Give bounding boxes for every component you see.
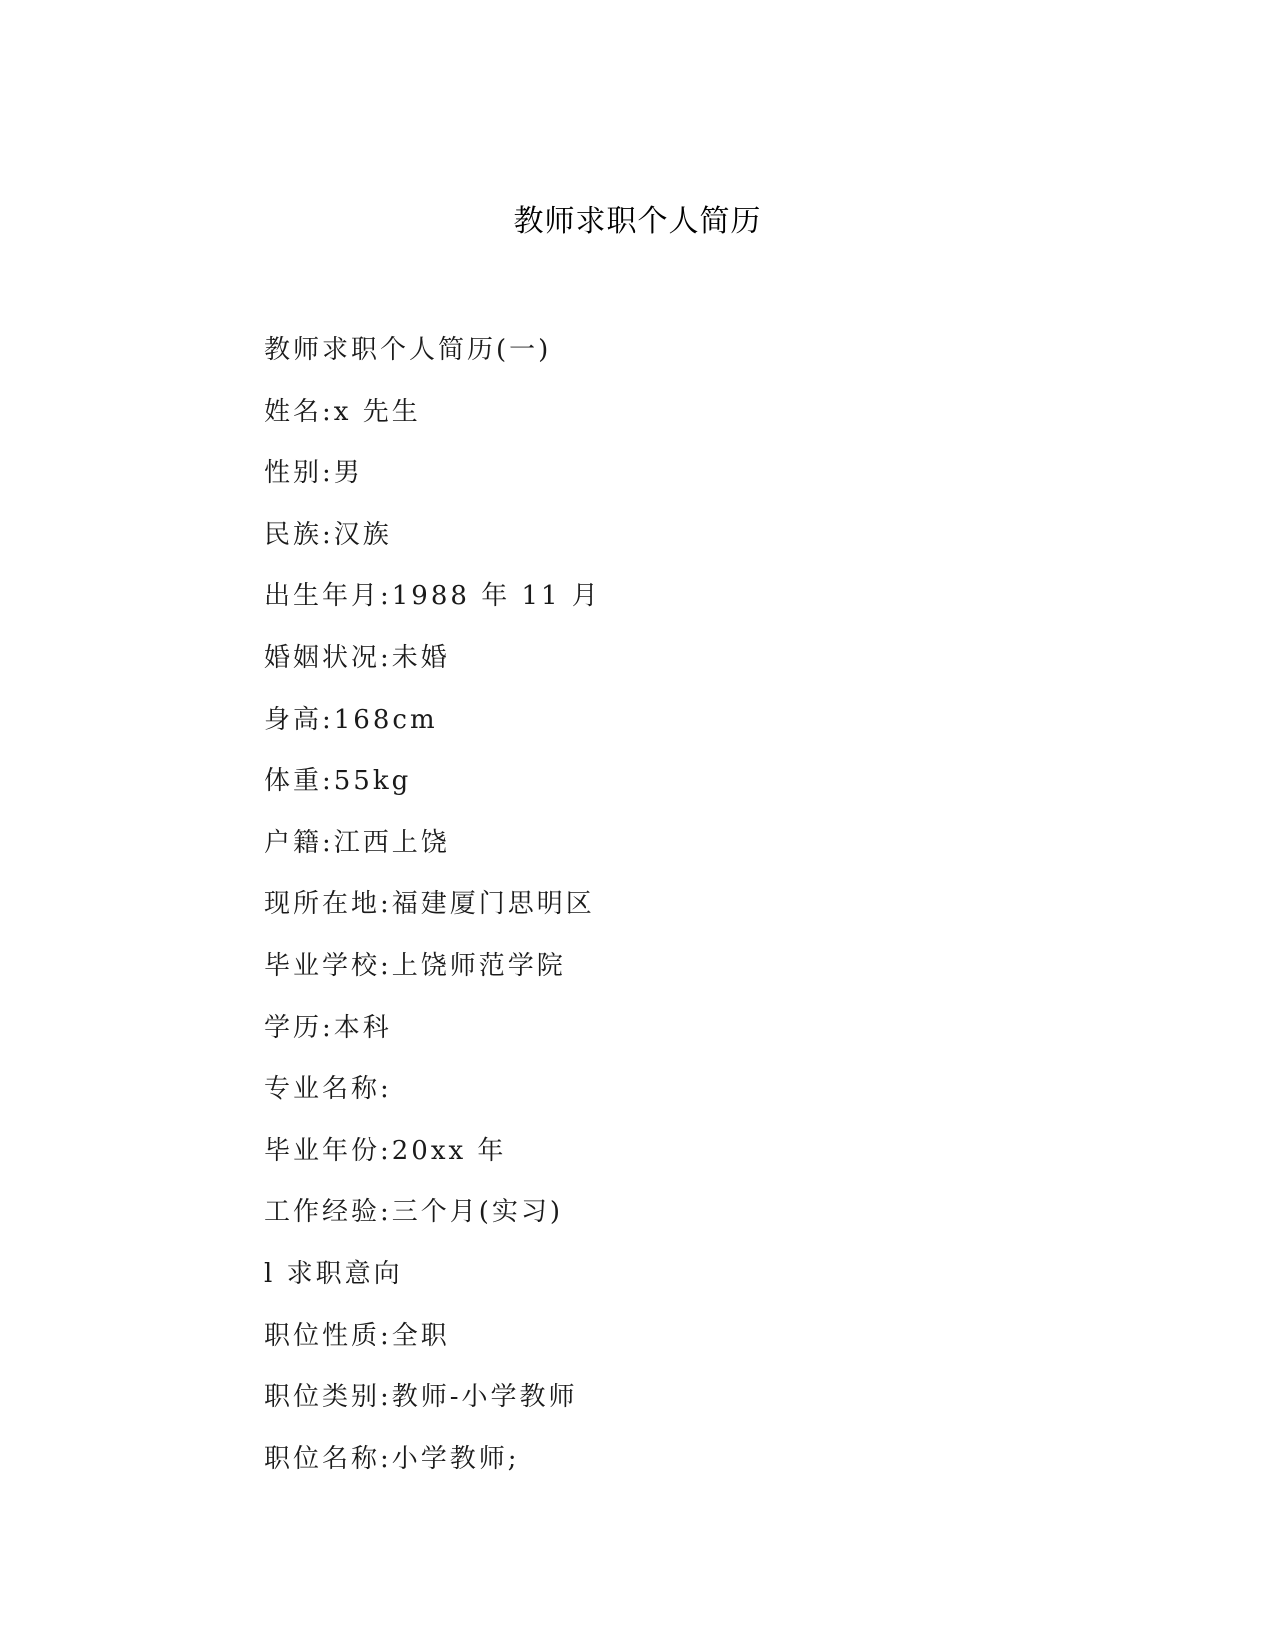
field-birth-date: 出生年月:1988 年 11 月 xyxy=(264,581,601,612)
field-current-location: 现所在地:福建厦门思明区 xyxy=(264,889,595,920)
field-weight: 体重:55kg xyxy=(264,766,412,797)
field-education: 学历:本科 xyxy=(264,1012,392,1043)
document-title: 教师求职个人简历 xyxy=(513,204,762,239)
field-graduate-school: 毕业学校:上饶师范学院 xyxy=(264,950,566,981)
field-marital-status: 婚姻状况:未婚 xyxy=(264,642,450,673)
field-household-registration: 户籍:江西上饶 xyxy=(264,827,450,858)
field-job-nature: 职位性质:全职 xyxy=(264,1320,450,1351)
field-job-category: 职位类别:教师-小学教师 xyxy=(264,1382,578,1413)
field-gender: 性别:男 xyxy=(264,458,363,489)
field-work-experience: 工作经验:三个月(实习) xyxy=(264,1197,564,1228)
field-ethnicity: 民族:汉族 xyxy=(264,519,392,550)
section-heading-resume-1: 教师求职个人简历(一) xyxy=(264,335,552,365)
resume-lines xyxy=(264,333,601,1503)
field-name: 姓名:x 先生 xyxy=(264,396,421,427)
field-job-title: 职位名称:小学教师; xyxy=(264,1443,520,1474)
field-major: 专业名称: xyxy=(264,1074,392,1105)
section-heading-job-intention: l 求职意向 xyxy=(264,1258,403,1289)
field-graduation-year: 毕业年份:20xx 年 xyxy=(264,1135,507,1166)
field-height: 身高:168cm xyxy=(264,704,438,735)
